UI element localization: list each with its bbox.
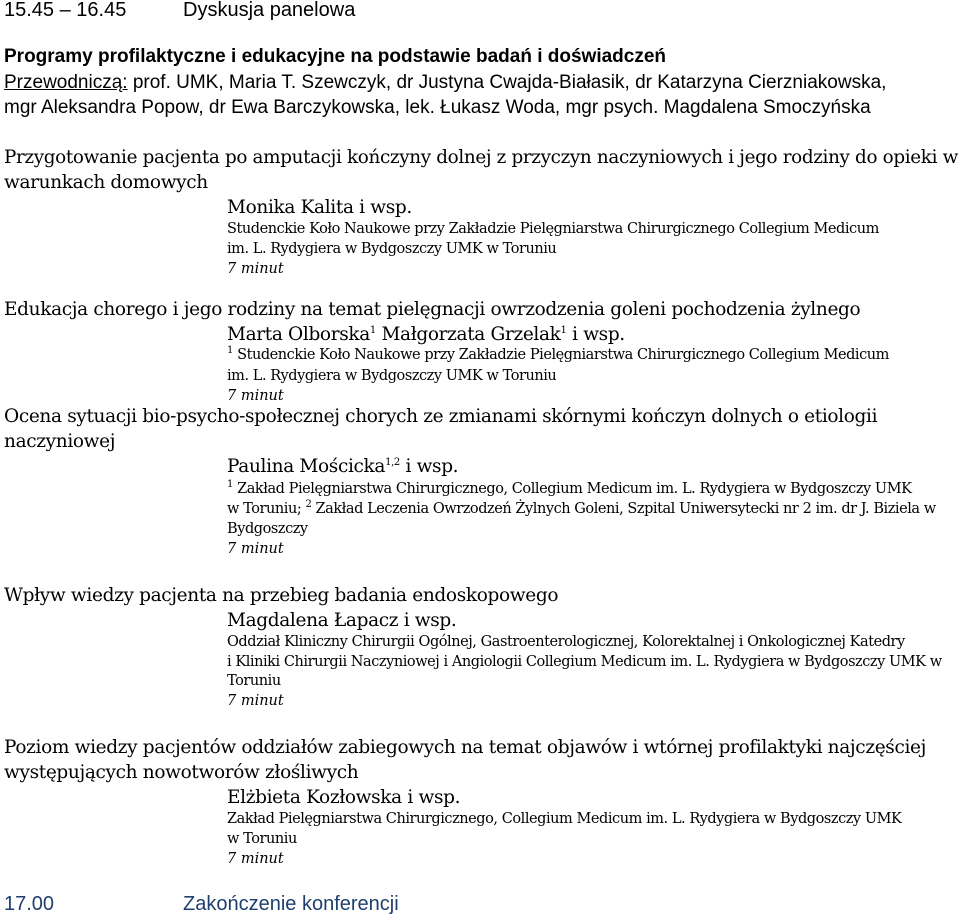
talk-5-title-line-2: występujących nowotworów złośliwych	[4, 762, 359, 783]
talk-1-author: Monika Kalita i wsp.	[227, 197, 412, 218]
talk-5-author: Elżbieta Kozłowska i wsp.	[227, 787, 461, 808]
chairs-label: Przewodniczą:	[4, 72, 128, 93]
talk-4-affiliation-line-2: i Kliniki Chirurgii Naczyniowej i Angiologii Collegium Medicum im. L. Rydygiera w Bydgoszczy UMK w	[227, 654, 942, 670]
talk-5-title-line-1: Poziom wiedzy pacjentów oddziałów zabiegowych na temat objawów i wtórnej profilaktyki najczęściej	[4, 737, 927, 758]
author-affil-marker: 1	[560, 324, 567, 336]
talk-2-duration: 7 minut	[227, 388, 284, 404]
affil-text: Studenckie Koło Naukowe przy Zakładzie Pielęgniarstwa Chirurgicznego Collegium Medicum	[232, 347, 889, 363]
talk-3-duration: 7 minut	[227, 541, 284, 557]
author-name: Małgorzata Grzelak	[375, 324, 561, 345]
talk-1-duration: 7 minut	[227, 261, 284, 277]
panel-chairs-line-2: mgr Aleksandra Popow, dr Ewa Barczykowska, lek. Łukasz Woda, mgr psych. Magdalena Smoczyńska	[4, 97, 871, 118]
session-title: Dyskusja panelowa	[183, 0, 356, 21]
talk-4-duration: 7 minut	[227, 693, 284, 709]
affil-text: Zakład Pielęgniarstwa Chirurgicznego, Collegium Medicum im. L. Rydygiera w Bydgoszczy UMK	[232, 481, 912, 497]
panel-chairs-line-1	[4, 72, 886, 94]
talk-4-affiliation-line-1: Oddział Kliniczny Chirurgii Ogólnej, Gastroenterologicznej, Kolorektalnej i Onkologicznej Katedry	[227, 634, 905, 650]
talk-5-duration: 7 minut	[227, 851, 284, 867]
talk-1-title-line-2: warunkach domowych	[4, 172, 208, 193]
affil-marker: 2	[305, 499, 312, 511]
talk-4-author: Magdalena Łapacz i wsp.	[227, 610, 457, 631]
talk-2-title-line-1: Edukacja chorego i jego rodziny na temat pielęgnacji owrzodzenia goleni pochodzenia żylnego	[4, 299, 861, 320]
talk-3-affiliation-line-3: Bydgoszczy	[227, 521, 308, 537]
talk-3-affiliation-line-2	[227, 501, 936, 517]
author-suffix: i wsp.	[566, 324, 625, 345]
talk-2-authors	[227, 324, 625, 345]
author-name: Marta Olborska	[227, 324, 370, 345]
talk-5-affiliation-line-1: Zakład Pielęgniarstwa Chirurgicznego, Collegium Medicum im. L. Rydygiera w Bydgoszczy UMK	[227, 811, 902, 827]
author-name: Paulina Mościcka	[227, 456, 386, 477]
talk-3-author	[227, 456, 458, 477]
author-suffix: i wsp.	[399, 456, 459, 477]
talk-5-affiliation-line-2: w Toruniu	[227, 831, 297, 847]
talk-1-affiliation-line-2: im. L. Rydygiera w Bydgoszczy UMK w Toruniu	[227, 241, 557, 257]
talk-3-title-line-1: Ocena sytuacji bio-psycho-społecznej chorych ze zmianami skórnymi kończyn dolnych o etiologii	[4, 406, 878, 427]
talk-3-affiliation-line-1	[227, 481, 911, 497]
talk-1-affiliation-line-1: Studenckie Koło Naukowe przy Zakładzie Pielęgniarstwa Chirurgicznego Collegium Medicum	[227, 221, 879, 237]
affil-marker: 1	[227, 479, 233, 491]
author-affil-marker: 1	[369, 324, 376, 336]
session-time: 15.45 – 16.45	[4, 0, 127, 21]
talk-4-title-line-1: Wpływ wiedzy pacjenta na przebieg badania endoskopowego	[4, 585, 559, 606]
affil-text: Zakład Leczenia Owrzodzeń Żylnych Goleni, Szpital Uniwersytecki nr 2 im. dr J. Biziela w	[311, 501, 936, 517]
affil-marker: 1	[227, 345, 233, 357]
talk-3-title-line-2: naczyniowej	[4, 431, 116, 452]
talk-4-affiliation-line-3: Toruniu	[227, 673, 281, 689]
talk-2-affiliation-line-2: im. L. Rydygiera w Bydgoszczy UMK w Toruniu	[227, 368, 557, 384]
talk-1-title-line-1: Przygotowanie pacjenta po amputacji kończyny dolnej z przyczyn naczyniowych i jego rodziny do opieki w	[4, 147, 958, 168]
panel-title: Programy profilaktyczne i edukacyjne na podstawie badań i doświadczeń	[4, 46, 667, 67]
author-affil-marker: 1,2	[385, 456, 400, 468]
affil-text: w Toruniu;	[227, 501, 306, 517]
closing-time: 17.00	[4, 893, 55, 915]
closing-title: Zakończenie konferencji	[183, 893, 399, 915]
chairs-names-1: prof. UMK, Maria T. Szewczyk, dr Justyna Cwajda-Białasik, dr Katarzyna Cierzniakowska,	[127, 72, 887, 93]
talk-2-affiliation-line-1	[227, 347, 889, 363]
